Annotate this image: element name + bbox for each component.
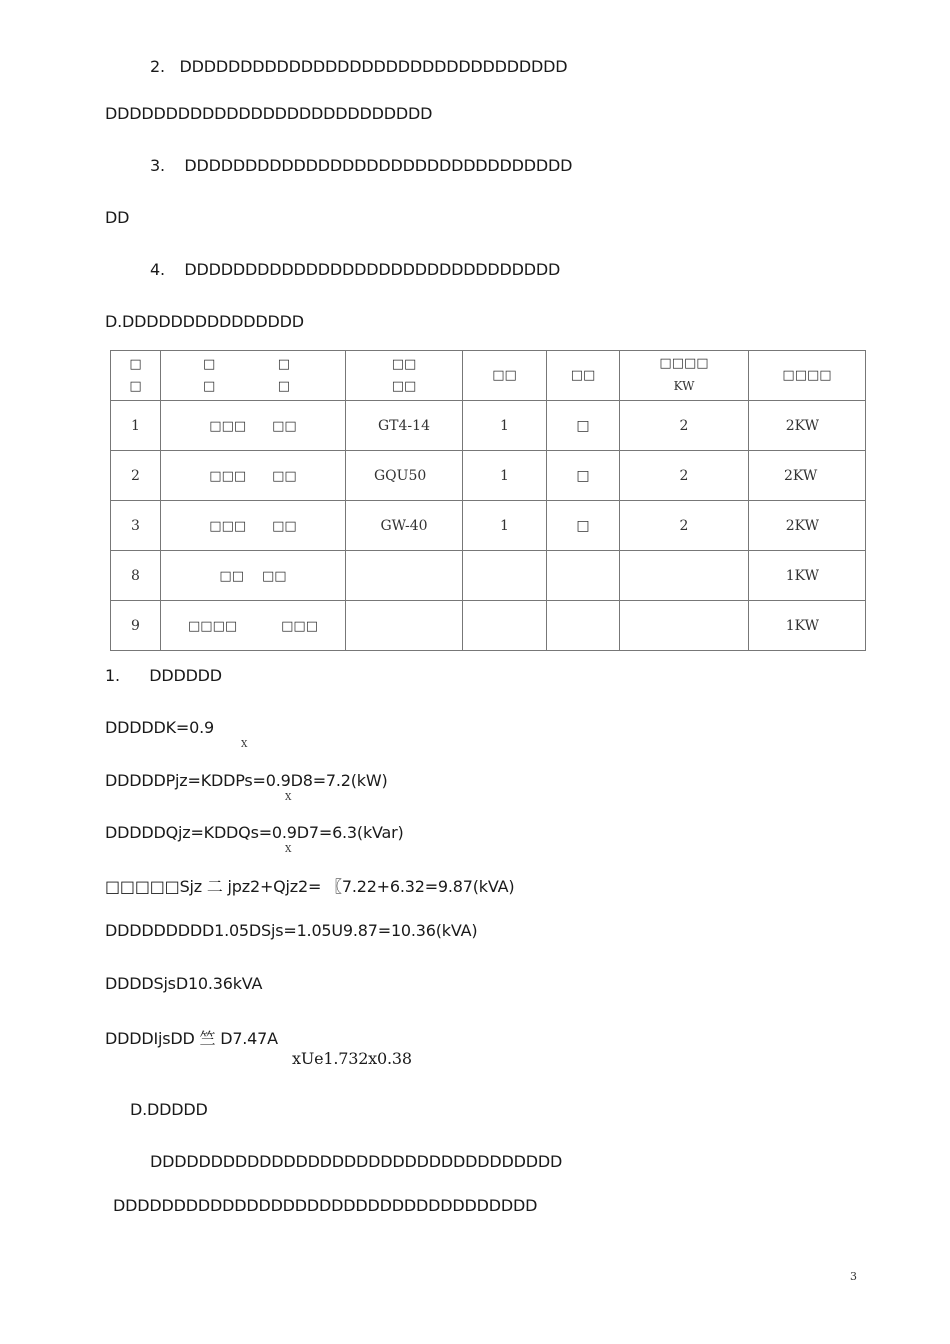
header-unit: [547, 351, 620, 401]
name-part: □□: [272, 518, 297, 534]
table-row: [111, 551, 866, 601]
header-text: □□: [492, 367, 517, 383]
cell-no: 9: [111, 601, 161, 651]
cell-total: 2KW: [749, 451, 866, 501]
cell-power: [620, 601, 749, 651]
list-item-4: [150, 260, 560, 280]
header-text: □: [129, 378, 142, 394]
cell-name: [161, 501, 346, 551]
cell-model: GT4-14: [346, 401, 463, 451]
current-denominator: xUe1.732x0.38: [292, 1049, 412, 1068]
list-number: 3.: [150, 156, 165, 175]
list-number: 4.: [150, 260, 165, 279]
header-total: [749, 351, 866, 401]
header-text: □□: [391, 356, 417, 372]
active-power-line: DDDDDPjz=KDDPs=0.9D8=7.2(kW): [105, 771, 388, 790]
header-text: □: [129, 356, 142, 372]
header-text: □□: [570, 367, 596, 383]
header-text: □: [277, 356, 290, 372]
list-item-3-continuation: DD: [105, 208, 130, 227]
reactive-power-line: DDDDDQjz=KDDQs=0.9D7=6.3(kVar): [105, 823, 404, 842]
list-text: DDDDDDDDDDDDDDDDDDDDDDDDDDDDDDDD: [179, 57, 568, 76]
name-part: □□□: [209, 418, 247, 434]
cell-qty: 1: [463, 451, 547, 501]
apparent-power-line: □□□□□Sjz 二 jpz2+Qjz2= 〖7.22+6.32=9.87(kVA): [105, 877, 515, 896]
cell-no: 2: [111, 451, 161, 501]
cell-no: 8: [111, 551, 161, 601]
cell-qty: 1: [463, 401, 547, 451]
k-subscript: X: [241, 740, 248, 750]
header-text: KW: [673, 379, 695, 393]
cell-no: 3: [111, 501, 161, 551]
calc-heading: [105, 666, 222, 686]
name-part: □□: [219, 568, 244, 584]
list-item-2-continuation: DDDDDDDDDDDDDDDDDDDDDDDDDDD: [105, 104, 433, 123]
cell-model: [346, 601, 463, 651]
cell-unit: □: [547, 451, 620, 501]
cell-model: [346, 551, 463, 601]
cell-total: 1KW: [749, 601, 866, 651]
header-no: [111, 351, 161, 401]
cell-unit: [547, 551, 620, 601]
list-item-3: [150, 156, 572, 176]
calc-heading-number: 1.: [105, 666, 120, 685]
header-text: □: [203, 378, 216, 394]
calc-heading-text: DDDDDD: [149, 666, 222, 685]
cell-power: 2: [620, 401, 749, 451]
name-part: □□□□: [188, 618, 238, 634]
header-text: □: [277, 378, 290, 394]
cell-name: [161, 451, 346, 501]
cell-no: 1: [111, 401, 161, 451]
p-subscript: X: [285, 793, 292, 803]
calculated-load-result: DDDDSjsD10.36kVA: [105, 974, 263, 993]
cell-qty: [463, 601, 547, 651]
section-2-heading: D.DDDDD: [130, 1100, 208, 1119]
header-text: □□□□: [659, 356, 709, 371]
header-name: [161, 351, 346, 401]
cell-power: 2: [620, 451, 749, 501]
cell-unit: □: [547, 501, 620, 551]
name-part: □□: [272, 418, 297, 434]
list-item-2: [150, 57, 567, 77]
cell-name: [161, 551, 346, 601]
header-text: □□□□: [782, 367, 832, 383]
name-part: □□□: [209, 468, 247, 484]
list-number: 2.: [150, 57, 165, 76]
table-row: [111, 501, 866, 551]
cell-power: 2: [620, 501, 749, 551]
table-row: [111, 451, 866, 501]
equipment-table: [110, 350, 866, 651]
header-power: [620, 351, 749, 401]
name-part: □□□: [281, 618, 318, 634]
list-text: DDDDDDDDDDDDDDDDDDDDDDDDDDDDDDDD: [184, 156, 573, 175]
q-subscript: X: [285, 845, 292, 855]
table-row: [111, 401, 866, 451]
cell-qty: [463, 551, 547, 601]
cell-power: [620, 551, 749, 601]
cell-qty: 1: [463, 501, 547, 551]
cell-unit: □: [547, 401, 620, 451]
name-part: □□: [262, 568, 287, 584]
table-header-row: [111, 351, 866, 401]
cell-total: 2KW: [749, 401, 866, 451]
cell-name: [161, 401, 346, 451]
cell-model: GQU50: [346, 451, 463, 501]
name-part: □□□: [209, 518, 247, 534]
list-text: DDDDDDDDDDDDDDDDDDDDDDDDDDDDDDD: [184, 260, 561, 279]
table-row: [111, 601, 866, 651]
calculated-load-line: DDDDDDDDD1.05DSjs=1.05U9.87=10.36(kVA): [105, 921, 478, 940]
header-text: □□: [391, 378, 417, 394]
section-2-paragraph-line-1: DDDDDDDDDDDDDDDDDDDDDDDDDDDDDDDDDD: [150, 1152, 563, 1171]
cell-total: 2KW: [749, 501, 866, 551]
cell-model: GW-40: [346, 501, 463, 551]
table-caption: D.DDDDDDDDDDDDDDD: [105, 312, 304, 331]
header-model: [346, 351, 463, 401]
k-coefficient-line: DDDDDK=0.9: [105, 718, 214, 737]
cell-unit: [547, 601, 620, 651]
header-qty: [463, 351, 547, 401]
current-line: DDDDIjsDD 竺 D7.47A: [105, 1029, 278, 1048]
cell-total: 1KW: [749, 551, 866, 601]
header-text: □: [203, 356, 216, 372]
cell-name: [161, 601, 346, 651]
section-2-paragraph-line-2: DDDDDDDDDDDDDDDDDDDDDDDDDDDDDDDDDDD: [113, 1196, 538, 1215]
name-part: □□: [272, 468, 297, 484]
page-number: 3: [850, 1270, 857, 1283]
